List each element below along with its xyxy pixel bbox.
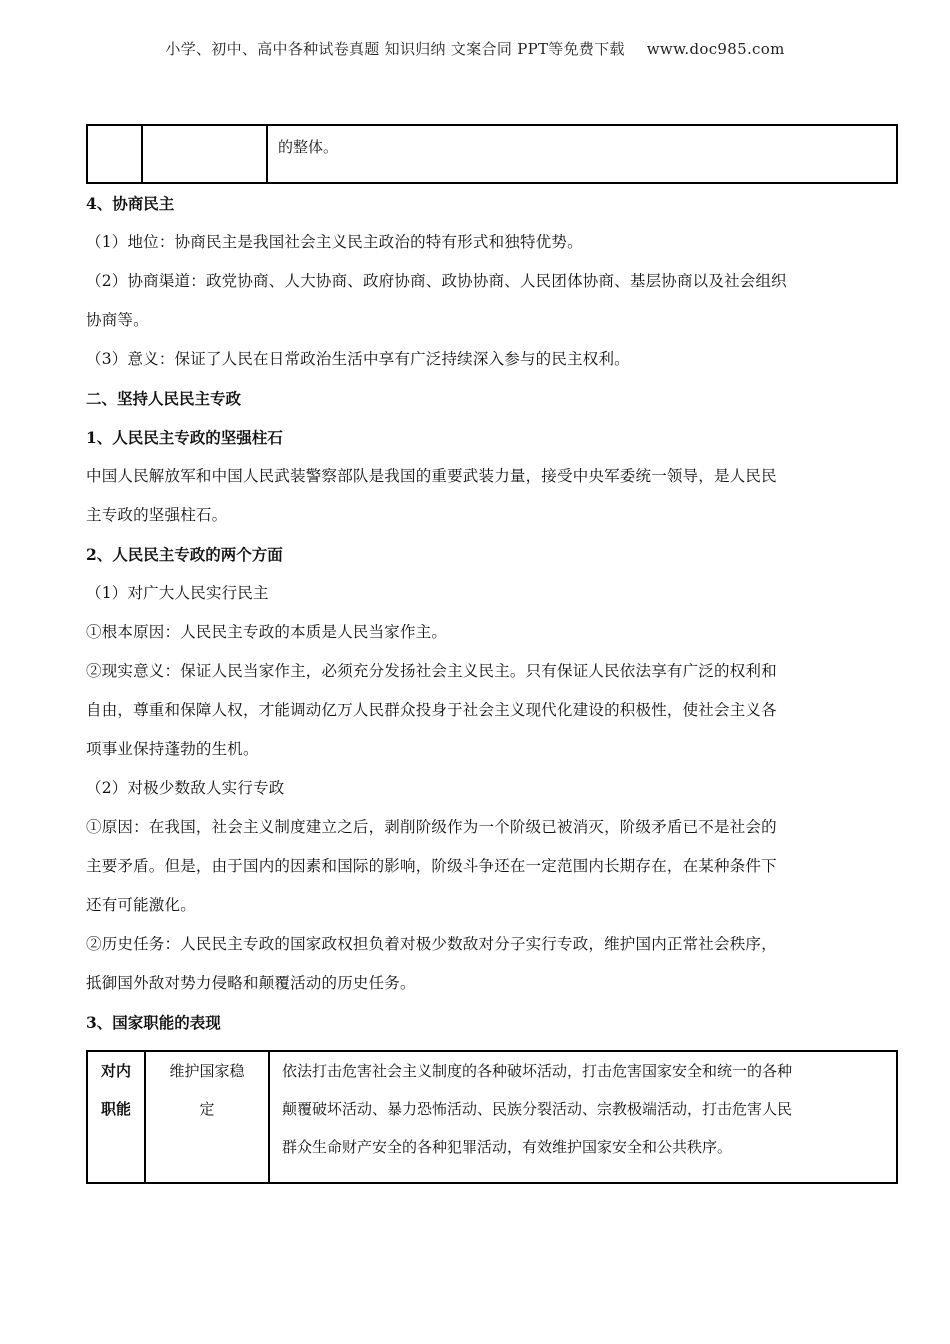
paragraph: ②历史任务：人民民主专政的国家政权担负着对极少数敌对分子实行专政，维护国内正常社会秩序， <box>86 935 777 953</box>
paragraph: 项事业保持蓬勃的生机。 <box>86 740 259 758</box>
paragraph: 主专政的坚强柱石。 <box>86 506 228 524</box>
function-subtype-line: 维护国家稳 <box>169 1062 245 1080</box>
paragraph: ②现实意义：保证人民当家作主，必须充分发扬社会主义民主。只有保证人民依法享有广泛的权利和 <box>86 662 777 680</box>
table-cell-empty-2 <box>142 125 267 183</box>
section-heading: 2、人民民主专政的两个方面 <box>86 545 283 564</box>
table-row <box>87 125 897 183</box>
top-table <box>86 124 898 184</box>
table-cell-empty-1 <box>87 125 142 183</box>
document-body <box>86 124 896 1184</box>
paragraph: 中国人民解放军和中国人民武装警察部队是我国的重要武装力量，接受中央军委统一领导，是人民民 <box>86 467 777 485</box>
function-subtype-cell <box>145 1051 269 1183</box>
section-heading: 3、国家职能的表现 <box>86 1013 221 1032</box>
function-type-line: 职能 <box>100 1100 131 1118</box>
section-heading: 4、协商民主 <box>86 194 175 213</box>
table-cell-text: 的整体。 <box>267 125 897 183</box>
function-description-cell <box>269 1051 897 1183</box>
paragraph: 主要矛盾。但是，由于国内的因素和国际的影响，阶级斗争还在一定范围内长期存在，在某种条件下 <box>86 857 777 875</box>
paragraph: ①原因：在我国，社会主义制度建立之后，剥削阶级作为一个阶级已被消灭，阶级矛盾已不是社会的 <box>86 818 777 836</box>
paragraph: （2）协商渠道：政党协商、人大协商、政府协商、政协协商、人民团体协商、基层协商以及社会组织 <box>86 272 787 290</box>
header-site: www.doc985.com <box>646 40 785 58</box>
table-row <box>87 1051 897 1183</box>
function-table <box>86 1050 898 1184</box>
header-text: 小学、初中、高中各种试卷真题 知识归纳 文案合同 PPT等免费下载 <box>165 40 625 58</box>
paragraph: 抵御国外敌对势力侵略和颠覆活动的历史任务。 <box>86 974 416 992</box>
paragraph: （3）意义：保证了人民在日常政治生活中享有广泛持续深入参与的民主权利。 <box>86 350 630 368</box>
paragraph: （1）地位：协商民主是我国社会主义民主政治的特有形式和独特优势。 <box>86 233 583 251</box>
function-type-line: 对内 <box>100 1062 131 1080</box>
function-subtype-line: 定 <box>199 1100 215 1118</box>
paragraph: （2）对极少数敌人实行专政 <box>86 779 285 797</box>
description-line: 颠覆破坏活动、暴力恐怖活动、民族分裂活动、宗教极端活动，打击危害人民 <box>282 1100 793 1118</box>
paragraph: 协商等。 <box>86 311 149 329</box>
page-header <box>0 38 950 59</box>
paragraph: （1）对广大人民实行民主 <box>86 584 269 602</box>
section-heading: 1、人民民主专政的坚强柱石 <box>86 428 283 447</box>
paragraph: ①根本原因：人民民主专政的本质是人民当家作主。 <box>86 623 448 641</box>
function-type-cell <box>87 1051 145 1183</box>
part-heading: 二、坚持人民民主专政 <box>86 389 242 408</box>
paragraph: 还有可能激化。 <box>86 896 196 914</box>
description-line: 依法打击危害社会主义制度的各种破坏活动，打击危害国家安全和统一的各种 <box>282 1062 793 1080</box>
paragraph: 自由，尊重和保障人权，才能调动亿万人民群众投身于社会主义现代化建设的积极性，使社会主义各 <box>86 701 777 719</box>
description-line: 群众生命财产安全的各种犯罪活动，有效维护国家安全和公共秩序。 <box>282 1138 733 1156</box>
